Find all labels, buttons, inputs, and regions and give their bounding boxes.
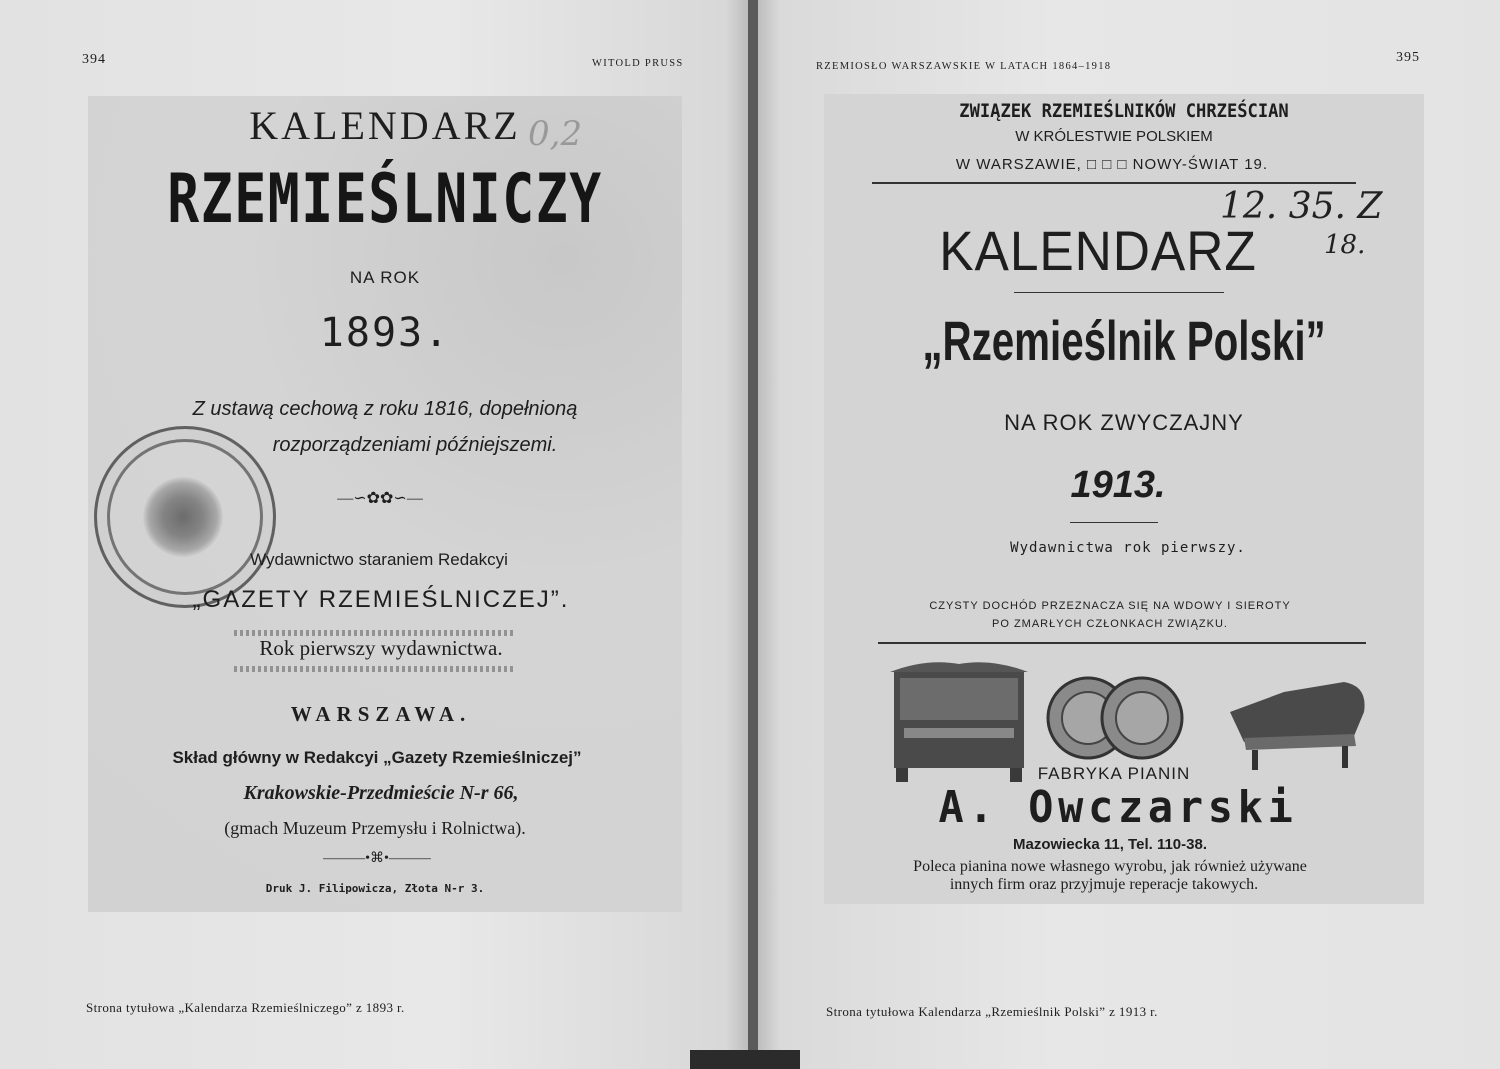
left-page [0, 0, 748, 1069]
plate-sklad-line3: (gmach Muzeum Przemysłu i Rolnictwa). [224, 818, 526, 838]
plate-year: 1913. [1070, 464, 1166, 506]
ad-text-line1: Poleca pianina nowe własnego wyrobu, jak również używane [913, 858, 1307, 875]
handwritten-note-2: 18. [1324, 230, 1366, 260]
grand-piano-image [1224, 672, 1372, 772]
handwritten-signature-left: 0,2 [528, 114, 583, 154]
plate-subtitle-line1: Z ustawą cechową z roku 1816, dopełnioną [192, 398, 578, 420]
handwritten-note: 12. 35. Z [1220, 186, 1383, 227]
plate-na-rok: NA ROK [349, 268, 421, 287]
wavy-rule-bottom [234, 666, 516, 672]
running-head-right: RZEMIOSŁO WARSZAWSKIE W LATACH 1864–1918 [816, 61, 1112, 72]
ad-rule [878, 642, 1366, 644]
caption-left: Strona tytułowa „Kalendarza Rzemieślniczego” z 1893 r. [86, 1000, 405, 1015]
plate-title: KALENDARZ [939, 219, 1257, 282]
plate-subtitle-line2: rozporządzeniami późniejszemi. [272, 434, 558, 456]
page-number-left: 394 [82, 52, 106, 67]
plate-publisher-line2: „GAZETY RZEMIEŚLNICZEJ”. [192, 586, 570, 613]
plate-address: W WARSZAWIE, □ □ □ NOWY-ŚWIAT 19. [955, 156, 1269, 173]
plate-edition: Rok pierwszy wydawnictwa. [259, 636, 503, 660]
book-gutter [748, 0, 758, 1069]
year-rule [1070, 522, 1158, 523]
plate-notice-line2: PO ZMARŁYCH CZŁONKACH ZWIĄZKU. [992, 618, 1228, 630]
plate-org-line2: W KRÓLESTWIE POLSKIEM [1015, 128, 1213, 145]
title-page-1913 [824, 94, 1424, 904]
ad-factory: FABRYKA PIANIN [1037, 764, 1191, 783]
library-stamp [94, 426, 276, 608]
plate-title-line1: KALENDARZ [249, 103, 521, 148]
plate-org-line1: ZWIĄZEK RZEMIEŚLNIKÓW CHRZEŚCIAN [959, 100, 1289, 122]
plate-printer: Druk J. Filipowicza, Złota N-r 3. [265, 882, 485, 895]
scan-shadow [690, 1050, 800, 1069]
plate-notice-line1: CZYSTY DOCHÓD PRZEZNACZA SIĘ NA WDOWY I SIEROTY [929, 600, 1291, 612]
plate-year: 1893. [319, 310, 451, 356]
plate-ornament2: ———•⌘•——— [323, 851, 431, 866]
plate-ornament: —∽✿✿∽— [337, 490, 423, 507]
title-page-1893 [88, 96, 682, 912]
plate-publisher-line1: Wydawnictwo staraniem Redakcyi [250, 550, 508, 569]
plate-edition: Wydawnictwa rok pierwszy. [1010, 540, 1246, 556]
caption-right: Strona tytułowa Kalendarza „Rzemieślnik Polski” z 1913 r. [826, 1004, 1158, 1019]
plate-sklad-line2: Krakowskie-Przedmieście N-r 66, [243, 782, 519, 804]
ad-address: Mazowiecka 11, Tel. 110-38. [1012, 836, 1207, 853]
exhibition-medals-image [1044, 670, 1184, 768]
plate-sklad-line1: Skład główny w Redakcyi „Gazety Rzemieślniczej” [172, 748, 582, 767]
page-number-right: 395 [1396, 50, 1420, 65]
ad-text-line2: innych firm oraz przyjmuje reperacje takowych. [949, 876, 1259, 893]
running-head-left: WITOLD PRUSS [592, 58, 684, 69]
title-rule [1014, 292, 1224, 293]
ad-name: A. Owczarski [938, 782, 1298, 833]
plate-city: WARSZAWA. [290, 702, 472, 726]
plate-title-line2: RZEMIEŚLNICZY [167, 160, 603, 239]
plate-name: „Rzemieślnik Polski” [922, 309, 1326, 372]
right-page [758, 0, 1500, 1069]
header-rule [872, 182, 1356, 184]
plate-na-rok: NA ROK ZWYCZAJNY [1004, 410, 1244, 435]
